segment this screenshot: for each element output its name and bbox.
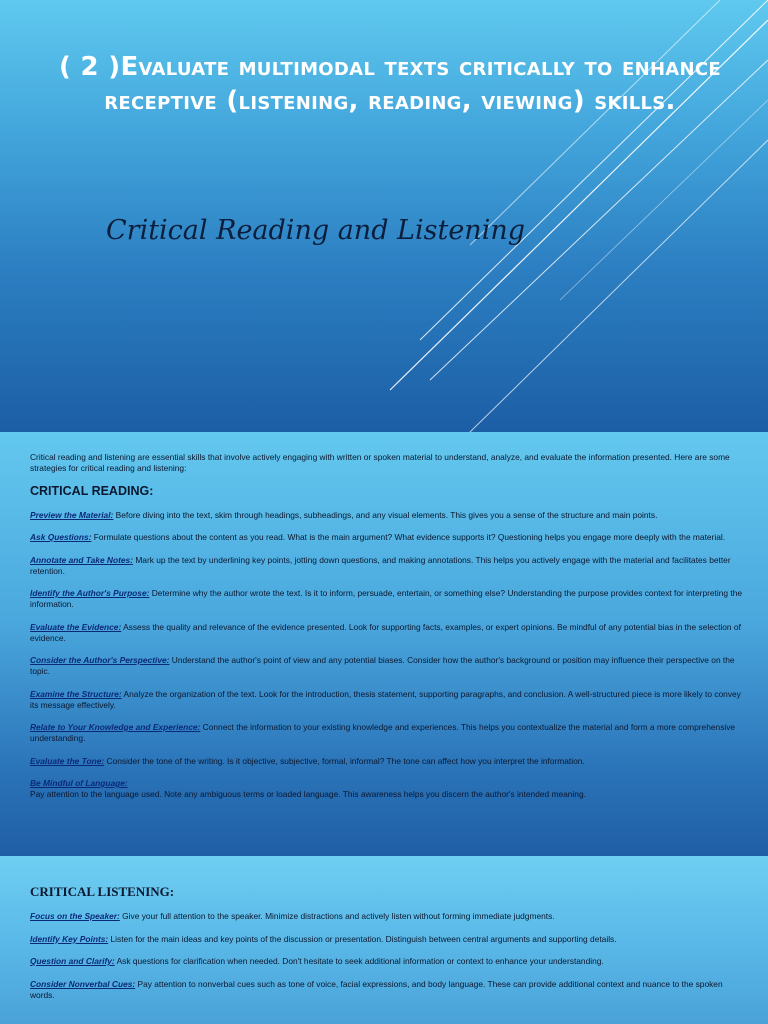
slide-title: ( 2 )Evaluate multimodal texts critically to enhance receptive (listening, reading, viewing) skills. [58,52,722,116]
slide-subtitle: Critical Reading and Listening [106,215,526,246]
strategy-item [30,622,744,644]
strategy-term: Be Mindful of Language: [30,778,128,788]
strategy-text: Give your full attention to the speaker. Minimize distractions and actively listen without forming immediate judgments. [119,911,555,921]
strategy-text: Pay attention to the language used. Note any ambiguous terms or loaded language. This awareness helps you discern the author's intended meaning. [30,789,586,799]
intro-paragraph: Critical reading and listening are essential skills that involve actively engaging with written or spoken material to understand, analyze, and evaluate the information presented. Here are some strategies for critical reading and listening: [30,452,730,473]
strategy-item [30,510,744,521]
critical-listening-content [30,886,744,1012]
strategy-term: Consider Nonverbal Cues: [30,978,136,989]
strategy-item [30,588,744,610]
strategy-text: Analyze the organization of the text. Look for the introduction, thesis statement, supporting paragraphs, and conclusion. A well-structured piece is more likely to convey its message effectively. [30,688,741,710]
strategy-term: Annotate and Take Notes: [30,554,133,565]
strategy-term: Relate to Your Knowledge and Experience: [30,722,201,732]
strategy-item [30,722,744,744]
strategy-term: Preview the Material: [30,509,114,520]
strategy-text: Formulate questions about the content as you read. What is the main argument? What evidence supports it? Questioning helps you engage more deeply with the material. [91,532,726,542]
strategy-term: Evaluate the Tone: [30,755,105,766]
critical-listening-slide [0,856,768,1024]
strategy-text: Consider the tone of the writing. Is it objective, subjective, formal, informal? The tone can affect how you interpret the information. [104,755,585,766]
strategy-item [30,911,744,922]
strategy-text: Listen for the main ideas and key points of the discussion or presentation. Distinguish between central arguments and supporting details. [108,933,617,944]
strategy-term: Consider the Author's Perspective: [30,655,170,665]
strategy-term: Examine the Structure: [30,688,122,699]
strategy-text: Connect the information to your existing knowledge and experiences. This helps you contextualize the material and form a more comprehensive understanding. [30,722,736,743]
strategy-item [30,655,744,677]
strategy-term: Identify the Author's Purpose: [30,588,150,598]
strategy-text: Ask questions for clarification when needed. Don't hesitate to seek additional information or context to enhance your understanding. [114,956,604,966]
strategy-text: Pay attention to nonverbal cues such as tone of voice, facial expressions, and body language. These can provide additional context and nuance to the spoken words. [30,978,723,1000]
strategy-item [30,555,744,577]
strategy-text: Understand the author's point of view and any potential biases. Consider how the author's background or position may influence their perspective on the topic. [30,655,735,676]
title-slide [0,0,768,432]
strategy-item [30,979,744,1001]
strategy-item [30,934,744,945]
strategy-text: Assess the quality and relevance of the evidence presented. Look for supporting facts, examples, or expert opinions. Be mindful of any potential bias in the selection of evidence. [30,621,741,643]
strategy-text: Determine why the author wrote the text. Is it to inform, persuade, entertain, or something else? Understanding the purpose provides context for interpreting the information. [30,588,743,609]
strategy-text: Before diving into the text, skim through headings, subheadings, and any visual elements. This gives you a sense of the structure and main points. [113,509,658,520]
strategy-term: Focus on the Speaker: [30,911,120,921]
strategy-term: Ask Questions: [30,532,92,542]
strategy-text: Mark up the text by underlining key points, jotting down questions, and making annotations. This helps you actively engage with the material and facilitates better retention. [30,554,731,576]
strategy-item [30,956,744,967]
strategy-term: Evaluate the Evidence: [30,621,122,632]
critical-reading-slide [0,432,768,856]
strategy-item [30,756,744,767]
strategy-item [30,689,744,711]
strategy-term: Identify Key Points: [30,933,109,944]
critical-listening-heading: CRITICAL LISTENING: [30,884,175,899]
strategy-item [30,532,744,543]
strategy-item [30,778,744,800]
strategy-term: Question and Clarify: [30,956,115,966]
critical-reading-content [30,452,744,812]
critical-reading-heading: CRITICAL READING: [30,483,154,498]
